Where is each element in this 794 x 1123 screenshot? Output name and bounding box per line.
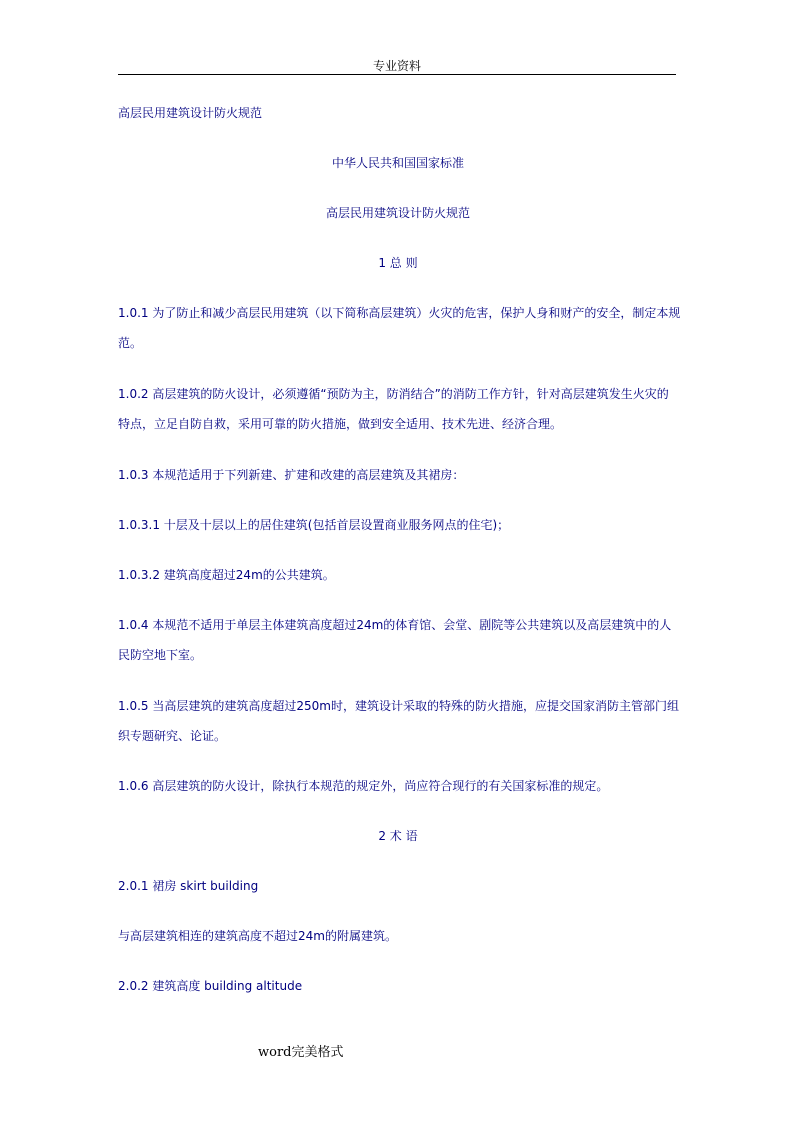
header-rule bbox=[118, 74, 676, 75]
page-header: 专业资料 bbox=[372, 59, 421, 73]
clause-1-0-1-line1: 1.0.1 为了防止和减少高层民用建筑（以下简称高层建筑）火灾的危害，保护人身和财产的安全，制定本规 bbox=[118, 306, 681, 320]
clause-1-0-2-line1: 1.0.2 高层建筑的防火设计，必须遵循“预防为主，防消结合”的消防工作方针，针对高层建筑发生火灾的 bbox=[118, 387, 669, 401]
doc-title: 高层民用建筑设计防火规范 bbox=[118, 106, 263, 120]
clause-1-0-1-line2: 范。 bbox=[118, 336, 143, 350]
clause-1-0-3: 1.0.3 本规范适用于下列新建、扩建和改建的高层建筑及其裙房： bbox=[118, 468, 465, 482]
term-2-0-2: 2.0.2 建筑高度 building altitude bbox=[118, 979, 303, 993]
term-2-0-1-definition: 与高层建筑相连的建筑高度不超过24m的附属建筑。 bbox=[118, 929, 397, 943]
chapter-1-heading: 1 总 则 bbox=[378, 256, 418, 270]
clause-1-0-6: 1.0.6 高层建筑的防火设计，除执行本规范的规定外，尚应符合现行的有关国家标准的规定。 bbox=[118, 779, 609, 793]
clause-1-0-4-line2: 民防空地下室。 bbox=[118, 648, 203, 662]
clause-1-0-2-line2: 特点，立足自防自救，采用可靠的防火措施，做到安全适用、技术先进、经济合理。 bbox=[118, 417, 563, 431]
clause-1-0-3-1: 1.0.3.1 十层及十层以上的居住建筑(包括首层设置商业服务网点的住宅)； bbox=[118, 518, 510, 532]
clause-1-0-5-line2: 织专题研究、论证。 bbox=[118, 729, 227, 743]
standard-title: 中华人民共和国国家标准 bbox=[331, 156, 464, 170]
clause-1-0-3-2: 1.0.3.2 建筑高度超过24m的公共建筑。 bbox=[118, 568, 335, 582]
page-footer: word完美格式 bbox=[258, 1045, 344, 1060]
chapter-2-heading: 2 术 语 bbox=[378, 829, 418, 843]
spec-title: 高层民用建筑设计防火规范 bbox=[325, 206, 470, 220]
clause-1-0-4-line1: 1.0.4 本规范不适用于单层主体建筑高度超过24m的体育馆、会堂、剧院等公共建筑以及高层建筑中的人 bbox=[118, 618, 672, 632]
clause-1-0-5-line1: 1.0.5 当高层建筑的建筑高度超过250m时，建筑设计采取的特殊的防火措施，应提交国家消防主管部门组 bbox=[118, 699, 679, 713]
term-2-0-1: 2.0.1 裙房 skirt building bbox=[118, 879, 259, 893]
